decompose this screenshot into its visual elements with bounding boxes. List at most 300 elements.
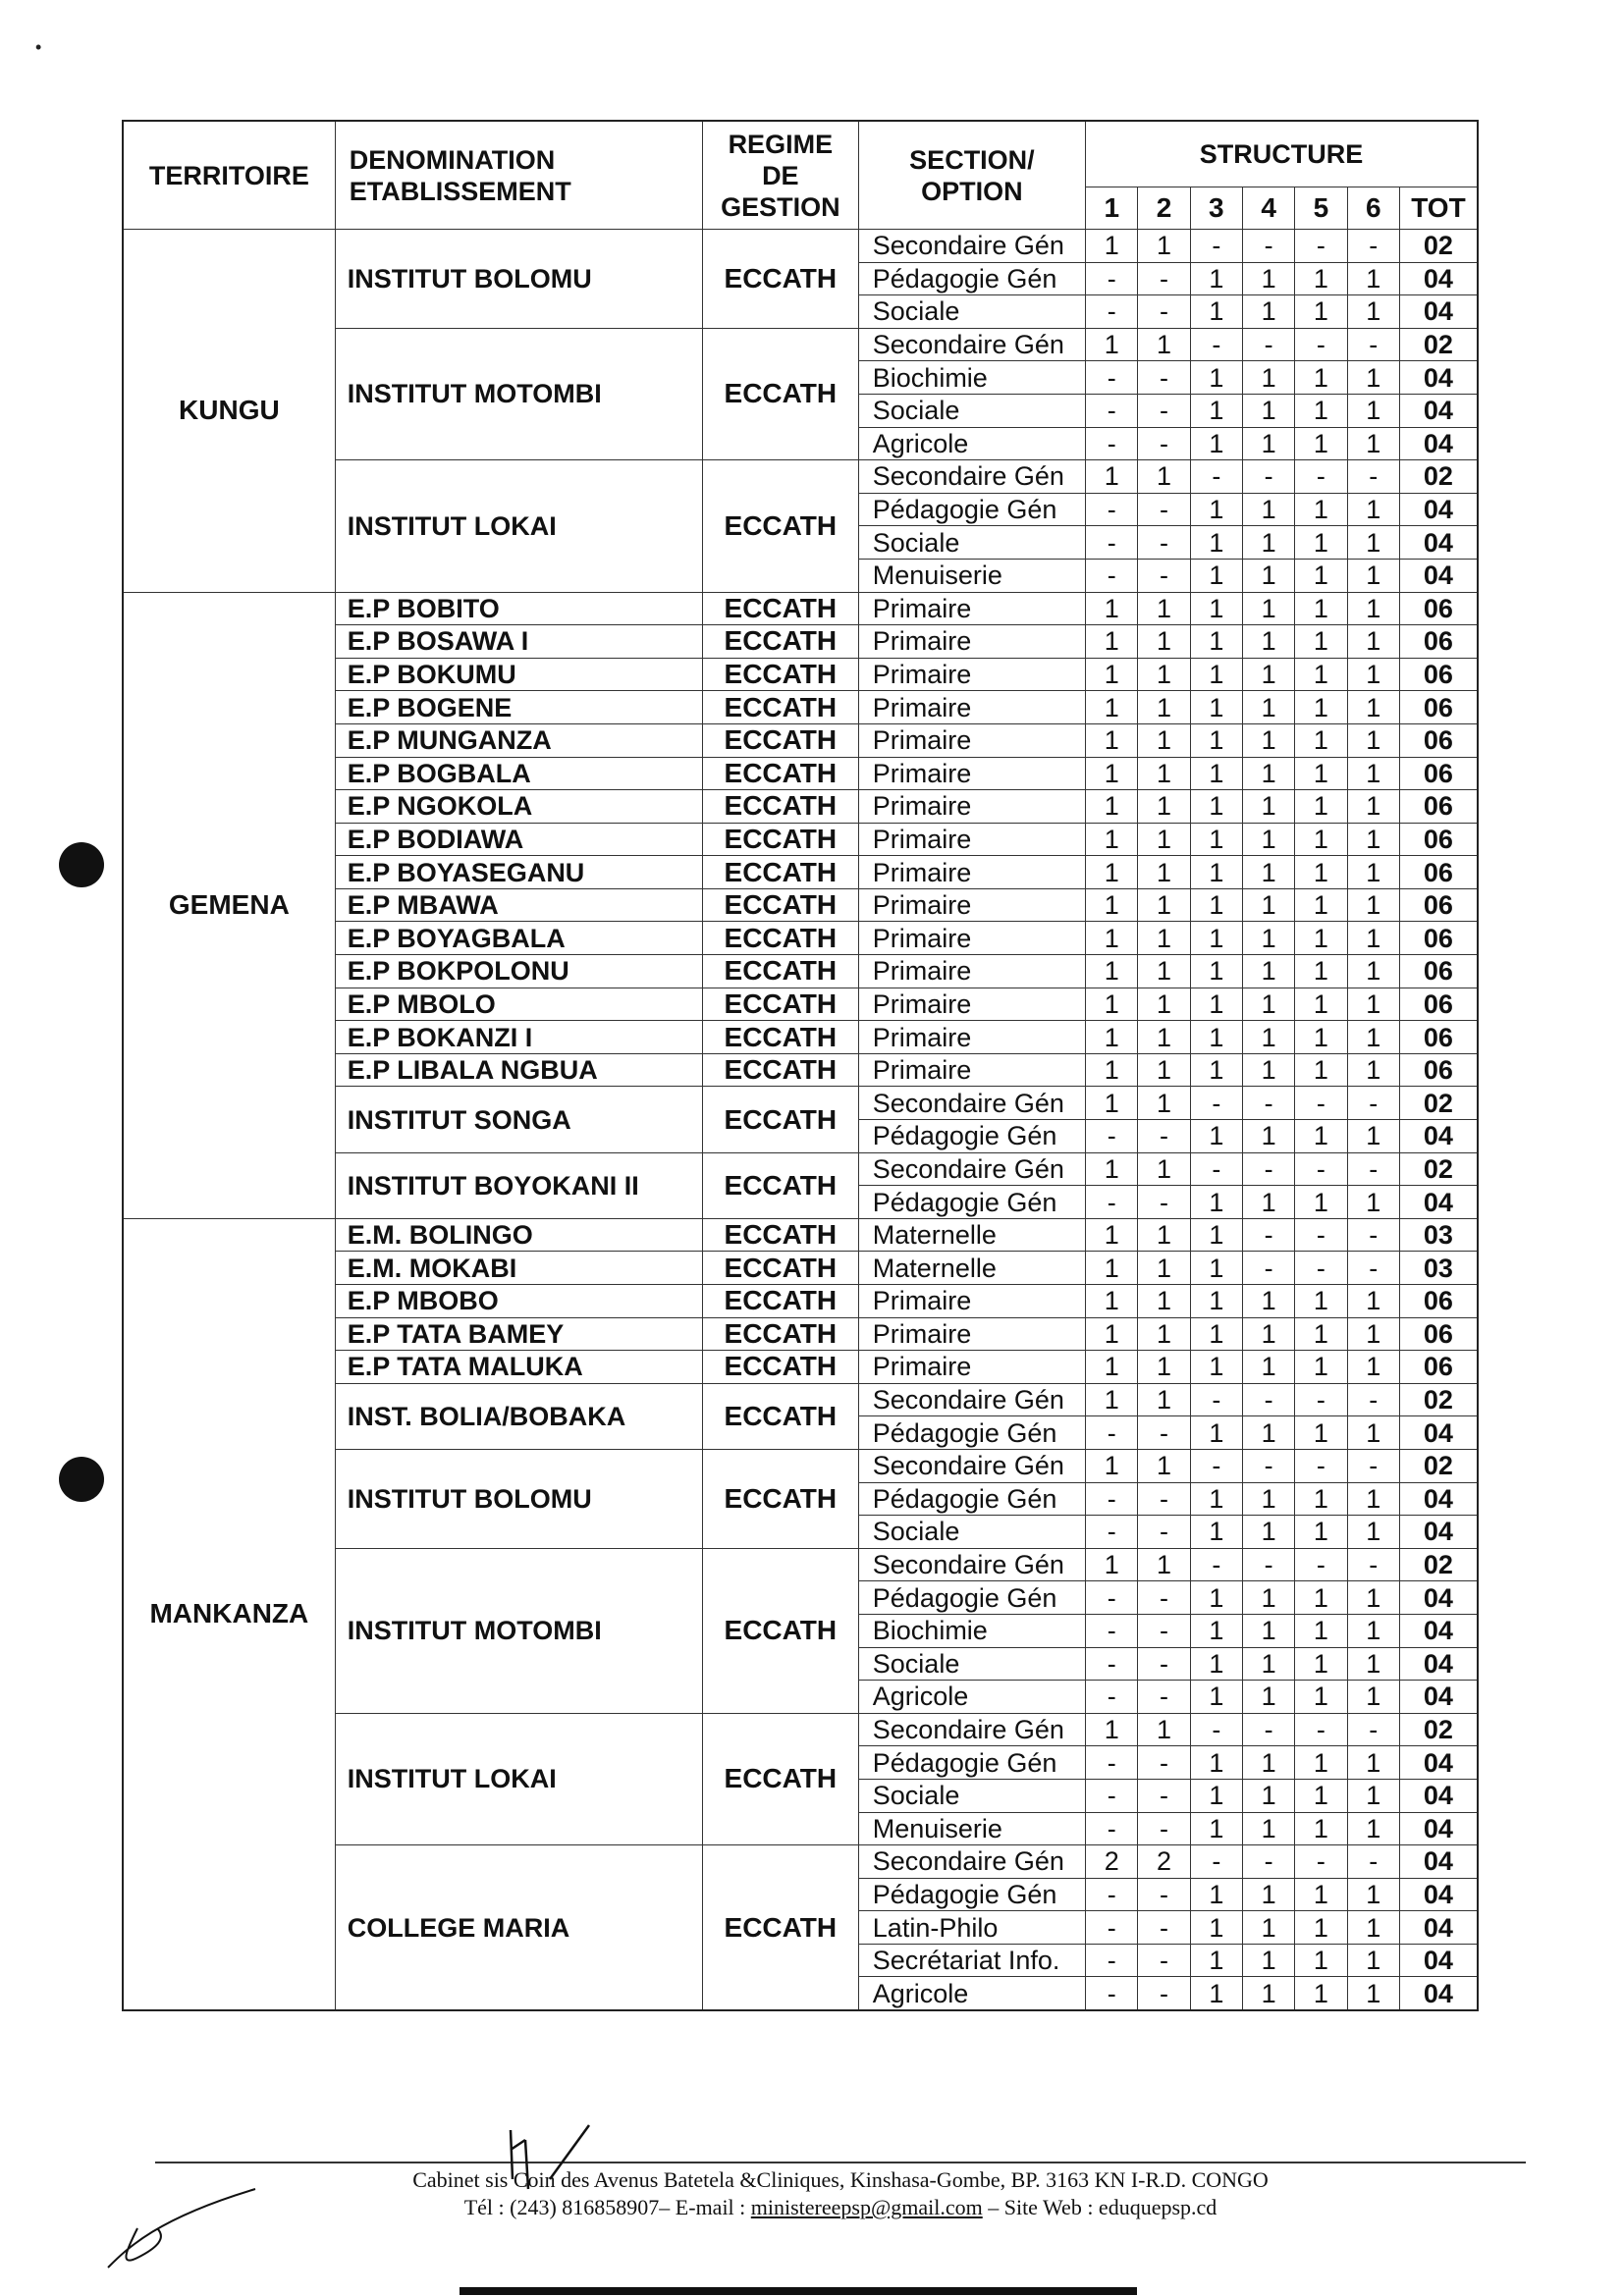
section-cell: Secondaire Gén (858, 1383, 1085, 1416)
structure-cell-2: 1 (1138, 1152, 1190, 1186)
section-cell: Primaire (858, 888, 1085, 922)
structure-cell-1: - (1086, 1977, 1138, 2010)
school-name-cell: E.P BOGBALA (335, 757, 702, 790)
structure-cell-4: 1 (1242, 592, 1294, 625)
school-name-cell: E.M. BOLINGO (335, 1218, 702, 1252)
structure-cell-5: 1 (1295, 988, 1347, 1021)
structure-cell-6: - (1347, 1713, 1399, 1746)
structure-cell-2: 1 (1138, 955, 1190, 988)
header-regime: REGIME DE GESTION (702, 121, 858, 230)
structure-cell-3: 1 (1190, 790, 1242, 824)
structure-cell-1: 1 (1086, 790, 1138, 824)
structure-cell-6: - (1347, 1383, 1399, 1416)
structure-cell-1: 1 (1086, 1252, 1138, 1285)
structure-cell-3: 1 (1190, 526, 1242, 560)
structure-cell-5: 1 (1295, 1944, 1347, 1977)
school-name-cell: E.P MBOBO (335, 1285, 702, 1318)
section-cell: Primaire (858, 955, 1085, 988)
structure-cell-5: - (1295, 1548, 1347, 1581)
structure-cell-3: 1 (1190, 1021, 1242, 1054)
structure-cell-1: 2 (1086, 1845, 1138, 1879)
header-col-tot: TOT (1399, 187, 1478, 230)
structure-cell-6: - (1347, 1845, 1399, 1879)
section-cell: Pédagogie Gén (858, 1120, 1085, 1153)
structure-cell-6: 1 (1347, 1416, 1399, 1450)
structure-cell-5: 1 (1295, 1120, 1347, 1153)
structure-cell-1: - (1086, 1911, 1138, 1945)
structure-cell-2: - (1138, 1977, 1190, 2010)
section-cell: Pédagogie Gén (858, 1416, 1085, 1450)
structure-cell-6: - (1347, 1548, 1399, 1581)
structure-cell-5: 1 (1295, 723, 1347, 757)
schools-table (122, 120, 1479, 2011)
regime-cell: ECCATH (702, 888, 858, 922)
structure-cell-5: 1 (1295, 1053, 1347, 1087)
structure-cell-6: 1 (1347, 1647, 1399, 1681)
structure-cell-3: 1 (1190, 295, 1242, 329)
structure-cell-1: - (1086, 262, 1138, 295)
structure-cell-5: 1 (1295, 1647, 1347, 1681)
school-name-cell: INSTITUT MOTOMBI (335, 1548, 702, 1713)
structure-cell-6: 1 (1347, 922, 1399, 955)
structure-cell-4: - (1242, 328, 1294, 361)
structure-cell-5: - (1295, 328, 1347, 361)
school-name-cell: E.P TATA MALUKA (335, 1351, 702, 1384)
section-cell: Menuiserie (858, 559, 1085, 592)
structure-cell-6: - (1347, 460, 1399, 494)
structure-cell-1: 1 (1086, 922, 1138, 955)
structure-cell-1: 1 (1086, 988, 1138, 1021)
structure-cell-1: 1 (1086, 1285, 1138, 1318)
school-name-cell: E.P LIBALA NGBUA (335, 1053, 702, 1087)
structure-cell-6: 1 (1347, 526, 1399, 560)
structure-cell-4: - (1242, 1087, 1294, 1120)
regime-cell: ECCATH (702, 625, 858, 659)
section-cell: Primaire (858, 790, 1085, 824)
section-cell: Sociale (858, 295, 1085, 329)
section-cell: Biochimie (858, 361, 1085, 395)
structure-cell-6: 1 (1347, 1021, 1399, 1054)
structure-cell-5: 1 (1295, 427, 1347, 460)
structure-cell-2: 1 (1138, 757, 1190, 790)
regime-cell: ECCATH (702, 1252, 858, 1285)
structure-cell-1: - (1086, 559, 1138, 592)
structure-cell-4: 1 (1242, 1878, 1294, 1911)
structure-cell-4: 1 (1242, 1021, 1294, 1054)
total-cell: 04 (1399, 493, 1478, 526)
structure-cell-2: 1 (1138, 1383, 1190, 1416)
structure-cell-3: 1 (1190, 723, 1242, 757)
structure-cell-3: 1 (1190, 922, 1242, 955)
header-denomination: DENOMINATION ETABLISSEMENT (335, 121, 702, 230)
structure-cell-2: - (1138, 526, 1190, 560)
structure-cell-1: - (1086, 1746, 1138, 1780)
section-cell: Sociale (858, 1516, 1085, 1549)
school-name-cell: E.P NGOKOLA (335, 790, 702, 824)
structure-cell-3: - (1190, 1087, 1242, 1120)
structure-cell-3: 1 (1190, 1285, 1242, 1318)
initials-mark (491, 2120, 609, 2209)
structure-cell-6: 1 (1347, 262, 1399, 295)
structure-cell-4: 1 (1242, 988, 1294, 1021)
structure-cell-2: 1 (1138, 328, 1190, 361)
regime-cell: ECCATH (702, 1053, 858, 1087)
total-cell: 04 (1399, 1681, 1478, 1714)
structure-cell-3: - (1190, 1548, 1242, 1581)
school-name-cell: E.P BOBITO (335, 592, 702, 625)
section-cell: Pédagogie Gén (858, 493, 1085, 526)
structure-cell-6: 1 (1347, 1516, 1399, 1549)
total-cell: 04 (1399, 1944, 1478, 1977)
total-cell: 03 (1399, 1252, 1478, 1285)
total-cell: 02 (1399, 1449, 1478, 1482)
structure-cell-6: 1 (1347, 988, 1399, 1021)
structure-cell-3: 1 (1190, 262, 1242, 295)
structure-cell-6: 1 (1347, 790, 1399, 824)
structure-cell-4: - (1242, 1548, 1294, 1581)
total-cell: 06 (1399, 790, 1478, 824)
total-cell: 04 (1399, 1120, 1478, 1153)
structure-cell-4: - (1242, 1383, 1294, 1416)
regime-cell: ECCATH (702, 988, 858, 1021)
structure-cell-6: 1 (1347, 1911, 1399, 1945)
total-cell: 04 (1399, 1911, 1478, 1945)
regime-cell: ECCATH (702, 328, 858, 459)
structure-cell-3: 1 (1190, 988, 1242, 1021)
structure-cell-3: 1 (1190, 823, 1242, 856)
structure-cell-1: - (1086, 1482, 1138, 1516)
total-cell: 06 (1399, 1285, 1478, 1318)
school-name-cell: E.P MBAWA (335, 888, 702, 922)
structure-cell-1: 1 (1086, 856, 1138, 889)
structure-cell-2: - (1138, 1516, 1190, 1549)
total-cell: 04 (1399, 1581, 1478, 1615)
structure-cell-2: 1 (1138, 988, 1190, 1021)
structure-cell-2: 1 (1138, 691, 1190, 724)
structure-cell-2: - (1138, 1812, 1190, 1845)
structure-cell-3: - (1190, 1383, 1242, 1416)
structure-cell-2: - (1138, 1647, 1190, 1681)
structure-cell-6: 1 (1347, 757, 1399, 790)
structure-cell-1: - (1086, 1681, 1138, 1714)
structure-cell-4: 1 (1242, 493, 1294, 526)
school-name-cell: E.P BOSAWA I (335, 625, 702, 659)
structure-cell-3: 1 (1190, 625, 1242, 659)
structure-cell-4: 1 (1242, 559, 1294, 592)
total-cell: 04 (1399, 1746, 1478, 1780)
structure-cell-5: 1 (1295, 1746, 1347, 1780)
structure-cell-5: - (1295, 1218, 1347, 1252)
total-cell: 04 (1399, 1186, 1478, 1219)
structure-cell-5: 1 (1295, 955, 1347, 988)
structure-cell-1: - (1086, 361, 1138, 395)
structure-cell-4: 1 (1242, 625, 1294, 659)
structure-cell-3: 1 (1190, 427, 1242, 460)
school-name-cell: E.P BOKUMU (335, 658, 702, 691)
structure-cell-1: 1 (1086, 1152, 1138, 1186)
structure-cell-3: 1 (1190, 1977, 1242, 2010)
regime-cell: ECCATH (702, 856, 858, 889)
structure-cell-3: 1 (1190, 1647, 1242, 1681)
structure-cell-3: 1 (1190, 1516, 1242, 1549)
regime-cell: ECCATH (702, 922, 858, 955)
structure-cell-5: 1 (1295, 790, 1347, 824)
scan-dot: • (35, 37, 42, 57)
structure-cell-4: - (1242, 1713, 1294, 1746)
structure-cell-2: 1 (1138, 790, 1190, 824)
structure-cell-6: 1 (1347, 1614, 1399, 1647)
structure-cell-4: 1 (1242, 1120, 1294, 1153)
school-name-cell: E.P BOKANZI I (335, 1021, 702, 1054)
structure-cell-5: 1 (1295, 1681, 1347, 1714)
school-name-cell: COLLEGE MARIA (335, 1845, 702, 2010)
total-cell: 04 (1399, 427, 1478, 460)
total-cell: 04 (1399, 1482, 1478, 1516)
structure-cell-1: - (1086, 394, 1138, 427)
header-col-1: 1 (1086, 187, 1138, 230)
section-cell: Pédagogie Gén (858, 1746, 1085, 1780)
section-cell: Pédagogie Gén (858, 1878, 1085, 1911)
structure-cell-2: - (1138, 1120, 1190, 1153)
school-name-cell: E.P BODIAWA (335, 823, 702, 856)
footer-contact (155, 2195, 1526, 2220)
structure-cell-6: 1 (1347, 723, 1399, 757)
section-cell: Primaire (858, 988, 1085, 1021)
total-cell: 04 (1399, 1614, 1478, 1647)
structure-cell-1: - (1086, 1944, 1138, 1977)
structure-cell-4: - (1242, 1218, 1294, 1252)
structure-cell-6: 1 (1347, 1120, 1399, 1153)
section-cell: Primaire (858, 658, 1085, 691)
structure-cell-5: 1 (1295, 1779, 1347, 1812)
section-cell: Agricole (858, 1977, 1085, 2010)
structure-cell-2: 1 (1138, 888, 1190, 922)
section-cell: Agricole (858, 1681, 1085, 1714)
structure-cell-6: 1 (1347, 427, 1399, 460)
structure-cell-6: 1 (1347, 592, 1399, 625)
territoire-cell: GEMENA (123, 592, 335, 1218)
footer-divider (155, 2162, 1526, 2163)
structure-cell-1: 1 (1086, 955, 1138, 988)
section-cell: Secondaire Gén (858, 1713, 1085, 1746)
structure-cell-1: - (1086, 1516, 1138, 1549)
section-cell: Secondaire Gén (858, 1845, 1085, 1879)
structure-cell-6: 1 (1347, 493, 1399, 526)
structure-cell-1: 1 (1086, 625, 1138, 659)
structure-cell-2: 1 (1138, 922, 1190, 955)
structure-cell-4: 1 (1242, 526, 1294, 560)
total-cell: 06 (1399, 856, 1478, 889)
signature-mark (98, 2179, 265, 2277)
regime-cell: ECCATH (702, 823, 858, 856)
structure-cell-3: 1 (1190, 1614, 1242, 1647)
structure-cell-4: 1 (1242, 757, 1294, 790)
structure-cell-2: 1 (1138, 856, 1190, 889)
structure-cell-4: 1 (1242, 1746, 1294, 1780)
structure-cell-6: 1 (1347, 1681, 1399, 1714)
structure-cell-1: 1 (1086, 460, 1138, 494)
section-cell: Primaire (858, 757, 1085, 790)
structure-cell-4: 1 (1242, 1614, 1294, 1647)
punch-hole (59, 842, 104, 887)
school-name-cell: INSTITUT SONGA (335, 1087, 702, 1152)
section-cell: Primaire (858, 823, 1085, 856)
structure-cell-6: - (1347, 1218, 1399, 1252)
structure-cell-1: - (1086, 493, 1138, 526)
structure-cell-4: - (1242, 1152, 1294, 1186)
structure-cell-2: 1 (1138, 1449, 1190, 1482)
school-name-cell: E.P BOKPOLONU (335, 955, 702, 988)
structure-cell-3: 1 (1190, 1218, 1242, 1252)
table-body (123, 230, 1478, 2011)
structure-cell-4: 1 (1242, 790, 1294, 824)
total-cell: 06 (1399, 922, 1478, 955)
structure-cell-2: - (1138, 1614, 1190, 1647)
structure-cell-1: 1 (1086, 1317, 1138, 1351)
total-cell: 06 (1399, 955, 1478, 988)
structure-cell-3: 1 (1190, 592, 1242, 625)
structure-cell-1: 1 (1086, 1021, 1138, 1054)
structure-cell-2: 1 (1138, 658, 1190, 691)
regime-cell: ECCATH (702, 757, 858, 790)
structure-cell-6: 1 (1347, 856, 1399, 889)
header-col-4: 4 (1242, 187, 1294, 230)
structure-cell-3: 1 (1190, 658, 1242, 691)
structure-cell-4: 1 (1242, 1812, 1294, 1845)
structure-cell-5: 1 (1295, 592, 1347, 625)
total-cell: 04 (1399, 1516, 1478, 1549)
structure-cell-1: - (1086, 1812, 1138, 1845)
structure-cell-3: 1 (1190, 1746, 1242, 1780)
structure-cell-6: 1 (1347, 1779, 1399, 1812)
structure-cell-1: 1 (1086, 723, 1138, 757)
structure-cell-5: 1 (1295, 1317, 1347, 1351)
structure-cell-5: 1 (1295, 1581, 1347, 1615)
structure-cell-5: 1 (1295, 559, 1347, 592)
structure-cell-3: 1 (1190, 856, 1242, 889)
structure-cell-1: 1 (1086, 1087, 1138, 1120)
structure-cell-5: 1 (1295, 1977, 1347, 2010)
structure-cell-4: 1 (1242, 1186, 1294, 1219)
total-cell: 02 (1399, 1087, 1478, 1120)
header-col-3: 3 (1190, 187, 1242, 230)
section-cell: Primaire (858, 856, 1085, 889)
school-name-cell: E.M. MOKABI (335, 1252, 702, 1285)
total-cell: 02 (1399, 1383, 1478, 1416)
structure-cell-2: 1 (1138, 723, 1190, 757)
structure-cell-3: 1 (1190, 1779, 1242, 1812)
structure-cell-1: 1 (1086, 1383, 1138, 1416)
structure-cell-5: 1 (1295, 493, 1347, 526)
structure-cell-4: 1 (1242, 1516, 1294, 1549)
structure-cell-2: - (1138, 493, 1190, 526)
structure-cell-5: 1 (1295, 1416, 1347, 1450)
section-cell: Primaire (858, 625, 1085, 659)
structure-cell-4: 1 (1242, 955, 1294, 988)
school-name-cell: E.P BOGENE (335, 691, 702, 724)
structure-cell-3: 1 (1190, 1581, 1242, 1615)
structure-cell-5: 1 (1295, 361, 1347, 395)
structure-cell-3: 1 (1190, 1911, 1242, 1945)
structure-cell-4: 1 (1242, 1681, 1294, 1714)
structure-cell-2: - (1138, 262, 1190, 295)
structure-cell-4: 1 (1242, 1285, 1294, 1318)
structure-cell-1: - (1086, 1120, 1138, 1153)
section-cell: Sociale (858, 1647, 1085, 1681)
structure-cell-1: 1 (1086, 1351, 1138, 1384)
section-cell: Agricole (858, 427, 1085, 460)
total-cell: 04 (1399, 1878, 1478, 1911)
structure-cell-6: - (1347, 1152, 1399, 1186)
structure-cell-4: 1 (1242, 1416, 1294, 1450)
section-cell: Latin-Philo (858, 1911, 1085, 1945)
structure-cell-6: 1 (1347, 394, 1399, 427)
structure-cell-4: 1 (1242, 295, 1294, 329)
section-cell: Menuiserie (858, 1812, 1085, 1845)
structure-cell-2: 1 (1138, 625, 1190, 659)
structure-cell-3: 1 (1190, 1416, 1242, 1450)
regime-cell: ECCATH (702, 723, 858, 757)
structure-cell-4: - (1242, 230, 1294, 263)
structure-cell-3: 1 (1190, 888, 1242, 922)
structure-cell-4: - (1242, 1845, 1294, 1879)
structure-cell-5: 1 (1295, 526, 1347, 560)
structure-cell-2: - (1138, 394, 1190, 427)
regime-cell: ECCATH (702, 1351, 858, 1384)
regime-cell: ECCATH (702, 1285, 858, 1318)
section-cell: Primaire (858, 1351, 1085, 1384)
structure-cell-2: 1 (1138, 1053, 1190, 1087)
structure-cell-1: - (1086, 427, 1138, 460)
table-row (123, 592, 1478, 625)
section-cell: Pédagogie Gén (858, 1482, 1085, 1516)
structure-cell-2: - (1138, 1911, 1190, 1945)
structure-cell-5: - (1295, 460, 1347, 494)
total-cell: 06 (1399, 625, 1478, 659)
structure-cell-4: 1 (1242, 1647, 1294, 1681)
structure-cell-2: - (1138, 1746, 1190, 1780)
structure-cell-5: 1 (1295, 856, 1347, 889)
structure-cell-3: - (1190, 460, 1242, 494)
structure-cell-2: 1 (1138, 592, 1190, 625)
regime-cell: ECCATH (702, 1845, 858, 2010)
section-cell: Secondaire Gén (858, 1548, 1085, 1581)
footer-email-link[interactable]: ministereepsp@gmail.com (750, 2195, 983, 2219)
structure-cell-3: 1 (1190, 1482, 1242, 1516)
regime-cell: ECCATH (702, 1317, 858, 1351)
structure-cell-6: 1 (1347, 625, 1399, 659)
structure-cell-5: 1 (1295, 1021, 1347, 1054)
structure-cell-3: 1 (1190, 757, 1242, 790)
structure-cell-5: - (1295, 1713, 1347, 1746)
structure-cell-5: - (1295, 230, 1347, 263)
structure-cell-6: 1 (1347, 1581, 1399, 1615)
structure-cell-1: - (1086, 1878, 1138, 1911)
structure-cell-1: 1 (1086, 1053, 1138, 1087)
total-cell: 04 (1399, 1845, 1478, 1879)
school-name-cell: E.P TATA BAMEY (335, 1317, 702, 1351)
total-cell: 06 (1399, 988, 1478, 1021)
total-cell: 04 (1399, 1647, 1478, 1681)
structure-cell-3: - (1190, 328, 1242, 361)
section-cell: Secondaire Gén (858, 328, 1085, 361)
structure-cell-2: 1 (1138, 1021, 1190, 1054)
structure-cell-6: 1 (1347, 1053, 1399, 1087)
structure-cell-4: 1 (1242, 361, 1294, 395)
section-cell: Primaire (858, 1317, 1085, 1351)
structure-cell-4: 1 (1242, 1977, 1294, 2010)
structure-cell-1: 1 (1086, 658, 1138, 691)
